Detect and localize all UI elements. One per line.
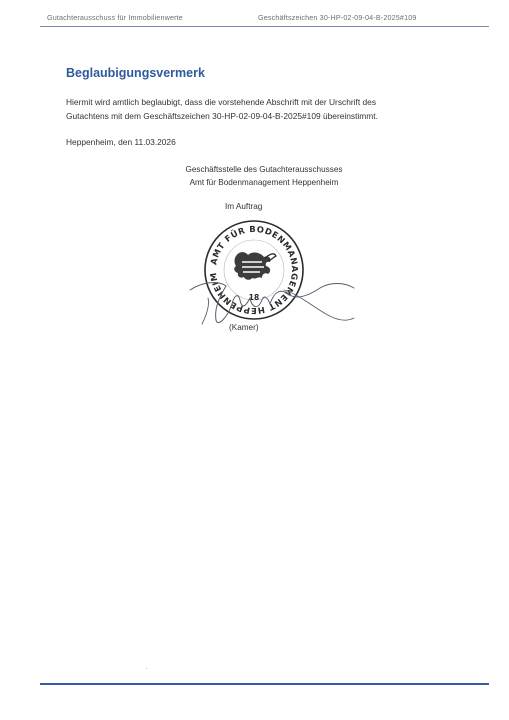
scan-speck	[146, 668, 147, 669]
handwritten-signature	[188, 270, 358, 332]
header-divider	[40, 26, 489, 27]
seal-ring-text: AMT FÜR BODENMANAGEMENT HEPPENHEIM	[207, 223, 301, 317]
place-date: Heppenheim, den 11.03.2026	[66, 137, 176, 147]
document-title: Beglaubigungsvermerk	[66, 66, 205, 80]
header-authority: Gutachterausschuss für Immobilienwerte	[47, 13, 183, 22]
office-line-1: Geschäftsstelle des Gutachterausschusses	[185, 165, 343, 174]
signer-name: (Kamer)	[229, 323, 259, 332]
footer-divider	[40, 683, 489, 685]
certification-line-2: Gutachtens mit dem Geschäftszeichen 30-HP-02-09-04-B-2025#109 übereinstimmt.	[66, 110, 378, 121]
seal-number: 18	[248, 293, 260, 302]
office-line-2: Amt für Bodenmanagement Heppenheim	[189, 177, 339, 187]
certification-text	[66, 96, 442, 123]
certification-line-1: Hiermit wird amtlich beglaubigt, dass die vorstehende Abschrift mit der Urschrift des	[66, 97, 377, 107]
header-reference: Geschäftszeichen 30-HP-02-09-04-B-2025#109	[258, 13, 417, 22]
page-header	[47, 13, 488, 27]
issuing-office	[164, 164, 364, 189]
by-order-label: Im Auftrag	[225, 202, 263, 211]
